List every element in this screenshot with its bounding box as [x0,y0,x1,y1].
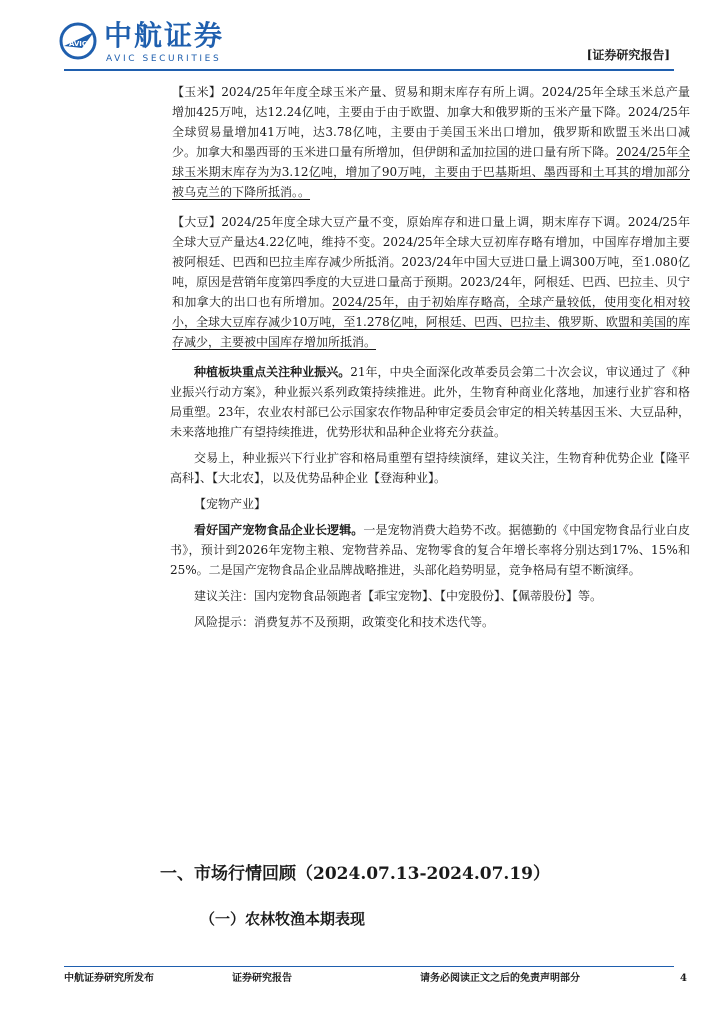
main-content [170,82,690,638]
corn-paragraph [172,82,690,202]
report-type-tag: [证券研究报告] [586,48,670,62]
corn-highlight: 2024/25年全球玉米期末库存为为3.12亿吨，增加了90万吨，主要由于巴基斯坦、墨西哥和土耳其的增加部分被乌克兰的下降所抵消。。 [172,145,690,199]
page-number: 4 [680,973,687,984]
soy-text: 2024/25年度全球大豆产量不变，原始库存和进口量上调，期末库存下调。2024/25年全球大豆产量达4.22亿吨，维持不变。2024/25年全球大豆初库存略有增加，中国库存增加主要被阿根廷、巴西和巴拉圭库存减少所抵消。2023/24年中国大豆进口量上调300万吨，至1.080亿吨，原因是营销年度第四季度的大豆进口量高于预期。2023/24年，阿根廷、巴西、巴拉圭、贝宁和加拿大的出口也有所增加。 [172,215,690,309]
soy-section [170,212,690,352]
header-divider [64,69,674,71]
footer-divider [64,966,674,967]
pet-lead: 看好国产宠物食品企业长逻辑。 [194,523,364,537]
seed-text: 21年，中央全面深化改革委员会第二十次会议，审议通过了《种业振兴行动方案》，种业振兴系列政策持续推进。此外，生物育种商业化落地，加速行业扩容和格局重塑。23年，农业农村部已公示国家农作物品种审定委员会审定的相关转基因玉米、大豆品种，未来落地推广有望持续推进，优势形状和品种企业将充分获益。 [170,365,690,439]
page-header [50,18,674,66]
logo-text-cn: 中航证券 [104,19,225,52]
soy-highlight: 2024/25年，由于初始库存略高，全球产量较低，使用变化相对较小，全球大豆库存减少10万吨，至1.278亿吨，阿根廷、巴西、巴拉圭、俄罗斯、欧盟和美国的库存减少，主要被中国库存增加所抵消。 [172,295,690,349]
footer-report-type: 证券研究报告 [232,973,292,984]
seed-paragraph [170,362,690,442]
soy-label: 【大豆】 [172,215,222,229]
svg-text:AVIC: AVIC [68,40,88,48]
section-heading-1: 一、市场行情回顾（2024.07.13-2024.07.19） [160,864,550,884]
corn-section [170,82,690,202]
pet-text: 一是宠物消费大趋势不改。据德勤的《中国宠物食品行业白皮书》，预计到2026年宠物主粮、宠物营养品、宠物零食的复合年增长率将分别达到17%、15%和25%。二是国产宠物食品企业品牌战略推进，头部化趋势明显，竞争格局有望不断演绎。 [170,523,690,577]
section-heading-2: （一）农林牧渔本期表现 [200,910,366,928]
avic-logo-icon [58,22,98,60]
corn-text: 2024/25年年度全球玉米产量、贸易和期末库存有所上调。2024/25年全球玉米总产量增加425万吨，达12.24亿吨，主要由于由于欧盟、加拿大和俄罗斯的玉米产量下降。2024/25年全球贸易量增加41万吨，达3.78亿吨，主要由于美国玉米出口增加，俄罗斯和欧盟玉米出口减少。加拿大和墨西哥的玉米进口量有所增加，但伊朗和孟加拉国的进口量有所下降。 [172,85,690,159]
seed-lead: 种植板块重点关注种业振兴。 [194,365,351,379]
footer-publisher: 中航证券研究所发布 [64,973,154,984]
pet-label: 【宠物产业】 [194,497,267,511]
pet-suggest: 建议关注：国内宠物食品领跑者【乖宝宠物】、【中宠股份】、【佩蒂股份】等。 [194,589,603,603]
seed-trade-paragraph: 交易上，种业振兴下行业扩容和格局重塑有望持续演绎，建议关注，生物育种优势企业【隆平高科】、【大北农】，以及优势品种企业【登海种业】。 [170,451,690,485]
soy-paragraph [172,212,690,352]
logo-text-en: AVIC SECURITIES [106,54,222,64]
pet-paragraph [170,520,690,580]
corn-label: 【玉米】 [172,85,222,99]
footer-disclaimer: 请务必阅读正文之后的免责声明部分 [420,973,580,984]
pet-risk: 风险提示：消费复苏不及预期，政策变化和技术迭代等。 [194,615,495,629]
